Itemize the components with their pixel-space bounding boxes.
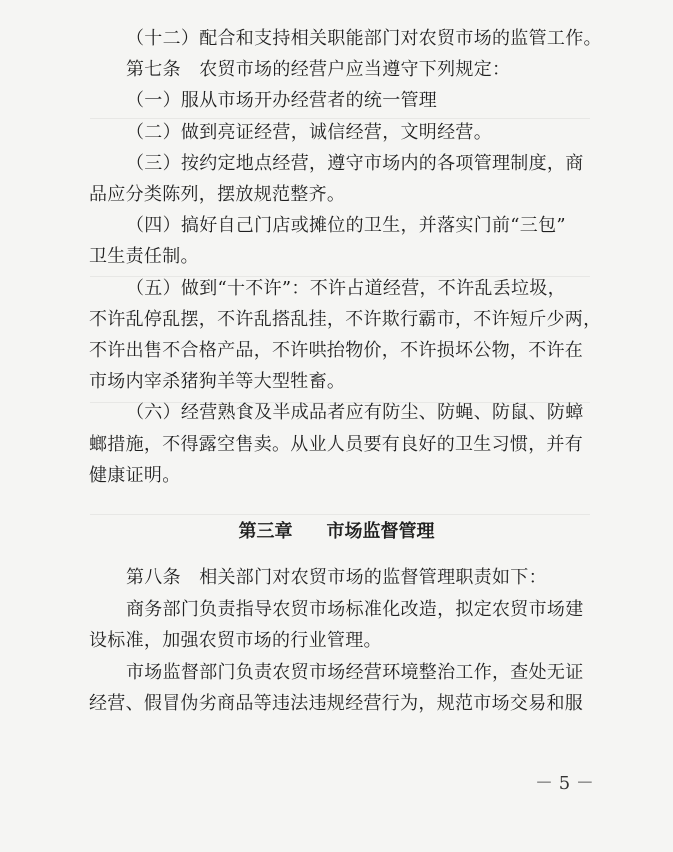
document-line: （四）搞好自己门店或摊位的卫生，并落实门前“三包”	[126, 215, 566, 237]
document-line: 卫生责任制。	[89, 246, 199, 268]
document-line: 螂措施，不得露空售卖。从业人员要有良好的卫生习惯，并有	[89, 433, 584, 455]
document-line: 健康证明。	[89, 464, 181, 486]
document-line: 不许乱停乱摆，不许乱搭乱挂，不许欺行霸市，不许短斤少两，	[89, 308, 602, 330]
document-line: （五）做到“十不许”：不许占道经营，不许乱丢垃圾，	[126, 277, 566, 299]
document-line: 市场监督部门负责农贸市场经营环境整治工作，查处无证	[126, 661, 584, 683]
chapter-title: 市场监督管理	[326, 521, 435, 542]
chapter-heading	[0, 520, 673, 544]
background-rule	[90, 118, 590, 119]
document-line: （六）经营熟食及半成品者应有防尘、防蝇、防鼠、防蟑	[126, 402, 584, 424]
document-line: （二）做到亮证经营，诚信经营，文明经营。	[126, 121, 492, 143]
document-line: 品应分类陈列，摆放规范整齐。	[89, 184, 346, 205]
page-number: － 5 －	[535, 773, 594, 794]
document-line: （一）服从市场开办经营者的统一管理	[126, 90, 438, 112]
document-line: 不许出售不合格产品，不许哄抬物价，不许损坏公物，不许在	[89, 340, 584, 361]
document-line: 第七条 农贸市场的经营户应当遵守下列规定：	[126, 59, 511, 81]
document-line: 市场内宰杀猪狗羊等大型牲畜。	[89, 371, 346, 393]
document-line: 商务部门负责指导农贸市场标准化改造，拟定农贸市场建	[126, 598, 584, 620]
chapter-number: 第三章	[238, 521, 293, 542]
document-line: 经营、假冒伪劣商品等违法违规经营行为，规范市场交易和服	[89, 693, 584, 715]
document-line: 第八条 相关部门对农贸市场的监督管理职责如下：	[126, 567, 547, 588]
document-line: （十二）配合和支持相关职能部门对农贸市场的监管工作。	[126, 28, 602, 49]
document-line: （三）按约定地点经营，遵守市场内的各项管理制度，商	[126, 152, 584, 174]
background-rule	[90, 514, 590, 515]
document-line: 设标准，加强农贸市场的行业管理。	[89, 630, 382, 652]
